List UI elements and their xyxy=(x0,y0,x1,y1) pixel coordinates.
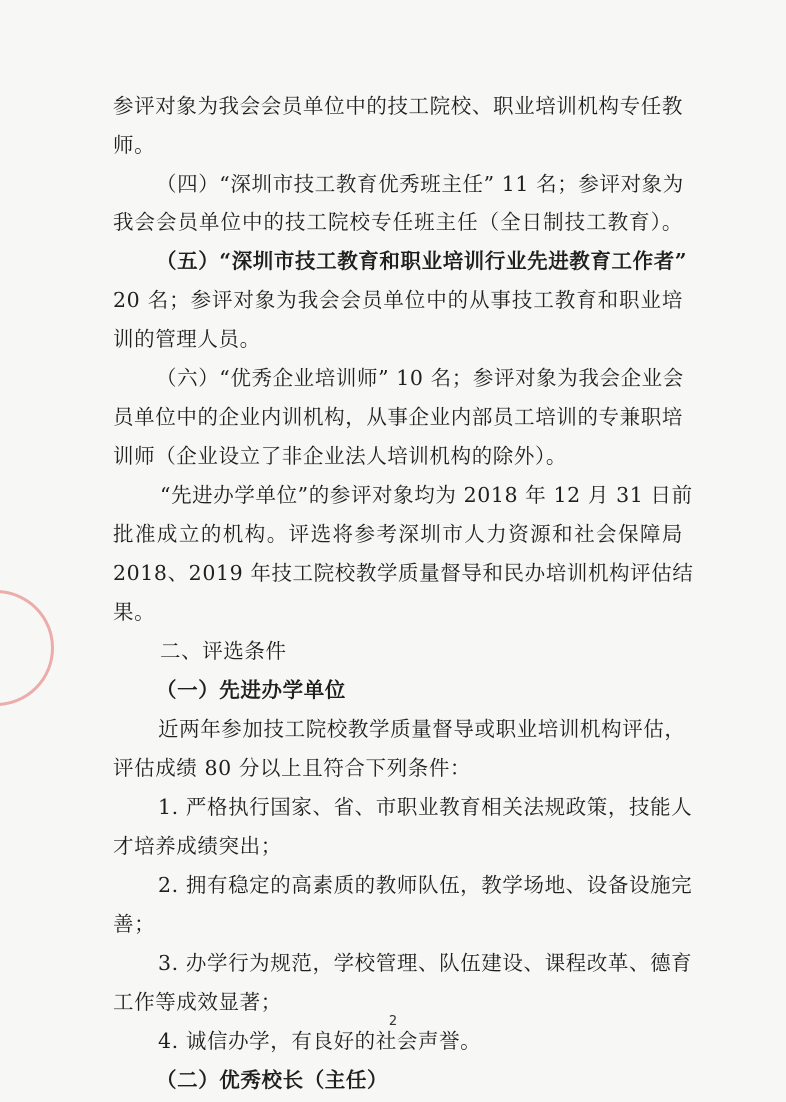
list-item-line: 3. 办学行为规范，学校管理、队伍建设、课程改革、德育 xyxy=(158,951,693,975)
list-item-line: 4. 诚信办学，有良好的社会声誉。 xyxy=(158,1029,482,1053)
paragraph-line: 参评对象为我会会员单位中的技工院校、职业培训机构专任教 xyxy=(113,94,683,118)
list-item-line: 才培养成绩突出； xyxy=(113,834,282,858)
heading-line: （五）“深圳市技工教育和职业培训行业先进教育工作者” xyxy=(156,249,688,273)
subsection-heading: （二）优秀校长（主任） xyxy=(156,1068,389,1092)
paragraph-line: 师。 xyxy=(113,133,156,157)
heading-line: （六）“优秀企业培训师” 10 名；参评对象为我会企业会 xyxy=(156,366,684,390)
list-item-line: 2. 拥有稳定的高素质的教师队伍，教学场地、设备设施完 xyxy=(158,873,693,897)
paragraph-line: 近两年参加技工院校教学质量督导或职业培训机构评估， xyxy=(158,717,686,741)
paragraph-line: “先进办学单位”的参评对象均为 2018 年 12 月 31 日前 xyxy=(160,483,693,507)
paragraph-line: 果。 xyxy=(113,600,156,624)
list-item-line: 善； xyxy=(113,912,156,936)
paragraph-line: 员单位中的企业内训机构，从事企业内部员工培训的专兼职培 xyxy=(113,405,683,429)
paragraph-line: 2018、2019 年技工院校教学质量督导和民办培训机构评估结 xyxy=(113,561,694,585)
paragraph-line: 20 名；参评对象为我会会员单位中的从事技工教育和职业培 xyxy=(113,288,683,312)
paragraph-line: 我会会员单位中的技工院校专任班主任（全日制技工教育）。 xyxy=(113,210,683,234)
section-heading: 二、评选条件 xyxy=(160,639,287,663)
paragraph-line: 训师（企业设立了非企业法人培训机构的除外）。 xyxy=(113,444,567,468)
subsection-heading: （一）先进办学单位 xyxy=(156,678,346,702)
paragraph-line: 评估成绩 80 分以上且符合下列条件： xyxy=(113,756,472,780)
heading-line: （四）“深圳市技工教育优秀班主任” 11 名；参评对象为 xyxy=(156,172,684,196)
list-item-line: 1. 严格执行国家、省、市职业教育相关法规政策，技能人 xyxy=(158,795,693,819)
page-number: 2 xyxy=(388,1014,398,1029)
red-seal-edge xyxy=(0,590,54,706)
paragraph-line: 批准成立的机构。评选将参考深圳市人力资源和社会保障局 xyxy=(113,522,683,546)
list-item-line: 工作等成效显著； xyxy=(113,990,282,1014)
paragraph-line: 训的管理人员。 xyxy=(113,327,261,351)
